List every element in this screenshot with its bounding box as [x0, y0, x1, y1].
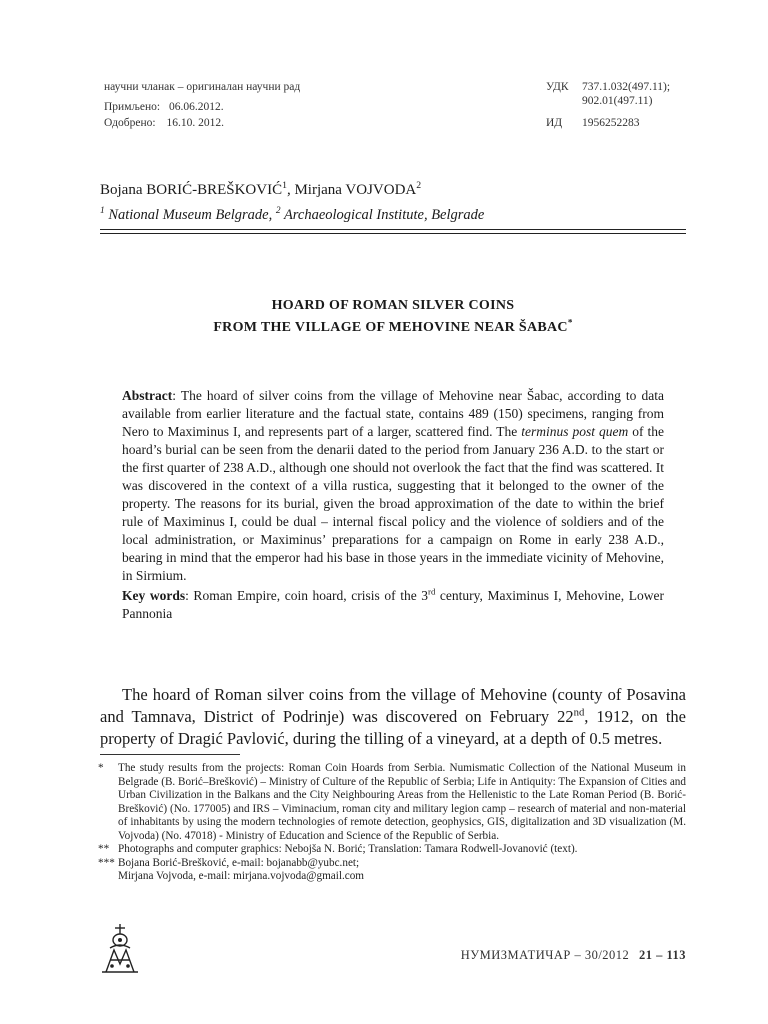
id-label: ИД	[546, 117, 563, 129]
received-label: Примљено:	[104, 101, 161, 113]
udk-value-1: 737.1.032(497.11);	[582, 81, 671, 93]
footnote-text: Mirjana Vojvoda, e-mail: mirjana.vojvoda@gmail.com	[118, 870, 365, 882]
author-1-sup: 1	[282, 180, 287, 191]
udk-label: УДК	[546, 81, 569, 93]
approved-date: 16.10. 2012.	[166, 117, 224, 129]
abstract-label: Abstract	[122, 388, 173, 403]
received-line	[104, 100, 224, 115]
footnote	[98, 857, 686, 871]
footnote-mark: *	[98, 762, 104, 774]
footnote-text: Photographs and computer graphics: Nebojša N. Borić; Translation: Tamara Rodwell-Jovanović (text).	[118, 843, 578, 855]
journal-name: НУМИЗМАТИЧАР – 30/2012	[460, 948, 630, 962]
footnote-rule	[100, 754, 240, 755]
author-2-sup: 2	[416, 180, 422, 191]
aff-2-sup: 2	[275, 206, 281, 217]
aff-1: National Museum Belgrade,	[104, 207, 276, 223]
abstract	[122, 387, 664, 625]
author-1: Bojana BORIĆ-BREŠKOVIĆ	[100, 182, 283, 198]
aff-1-sup: 1	[100, 206, 105, 217]
id-value: 1956252283	[582, 117, 640, 129]
body-paragraph: The hoard of Roman silver coins from the village of Mehovine (county of Posavina and Tamnava, District of Podrinje) was discovered on February 22nd, 1912, on the property of Dragić Pavlović, during the tilling of a vineyard, at a depth of 0.5 metres.	[100, 685, 686, 748]
footnote-mark	[98, 870, 118, 884]
footnote	[98, 870, 686, 884]
header-rule-1	[100, 229, 686, 230]
received-date: 06.06.2012.	[168, 101, 224, 113]
footnote-text: The study results from the projects: Roman Coin Hoards from Serbia. Numismatic Collection of the National Museum in Belgrade (B. Borić–Brešković) – Ministry of Culture of the Republic of Serbia; Life in Antiquity: The Expansion of Cities and Urban Civilization in the Balkans and the City Neighbouring Areas from the Hellenistic to the Late Roman Period (B. Borić-Brešković) (No. 177005) and IRS – Viminacium, roman city and military legion camp – research of material and non-material of inhabitants by using the modern technologies of remote detection, geophysics, GIS, digitalization and 3D visualization (M. Vojvoda) (No. 47018) - Ministry of Education and Science of the Republic of Serbia.	[118, 762, 686, 842]
footnote	[98, 843, 686, 857]
title-star: *	[567, 317, 573, 328]
footnote	[98, 762, 686, 843]
keywords-sup: rd	[428, 586, 436, 597]
aff-2: Archaeological Institute, Belgrade	[280, 207, 485, 223]
page-footer	[461, 948, 686, 963]
footnotes	[98, 762, 686, 884]
journal-emblem-icon	[98, 920, 142, 976]
abstract-paragraph: Abstract: The hoard of silver coins from the village of Mehovine near Šabac, according to data available from earlier literature and the factual state, contains 489 (150) specimens, ranging from Nero to Maximinus I, and represents part of a larger, scattered find. The terminus post quem of the hoard’s burial can be seen from the denarii dated to the period from January 236 A.D. to the start or the first quarter of 238 A.D., although one should not overlook the fact that the find was scattered. It was discovered in the context of a villa rustica, suggesting that it belonged to the owner of the property. The reasons for its burial, given the broad approximation of the date to within the brief rule of Maximinus I, could be dual – internal fiscal policy and the violence of soldiers and of the local administration, or Maximinus’ preparations for a campaign on Rome in early 238 A.D., bearing in mind that the emperor had his base in those years in the immediate vicinity of Mehovine, in Sirmium.	[122, 388, 665, 583]
affiliations	[100, 207, 484, 224]
title-line-1: HOARD OF ROMAN SILVER COINS	[271, 298, 515, 313]
abstract-italic: terminus post quem	[521, 424, 629, 439]
author-2: Mirjana VOJVODA	[294, 182, 417, 198]
article-type: научни чланак – оригиналан научни рад	[104, 81, 301, 93]
author-separator: ,	[286, 182, 295, 198]
keywords-label: Key words	[122, 588, 186, 603]
body-sup: nd	[573, 706, 585, 719]
keywords-paragraph: Key words: Roman Empire, coin hoard, crisis of the 3rd century, Maximinus I, Mehovine, Lower Pannonia	[122, 586, 664, 621]
header-rule-2	[100, 233, 686, 234]
footnote-text: Bojana Borić-Brešković, e-mail: bojanabb@yubc.net;	[118, 856, 360, 869]
udk-value-2: 902.01(497.11)	[582, 95, 653, 107]
title-line-2: FROM THE VILLAGE OF MEHOVINE NEAR ŠABAC*	[213, 317, 573, 335]
authors-line	[100, 182, 421, 199]
article-title	[100, 295, 686, 339]
footnote-mark: ***	[98, 856, 115, 869]
approved-label: Одобрено:	[104, 117, 156, 129]
page-numbers: 21 – 113	[638, 948, 686, 962]
approved-line	[104, 116, 224, 131]
footnote-mark: **	[98, 843, 110, 855]
